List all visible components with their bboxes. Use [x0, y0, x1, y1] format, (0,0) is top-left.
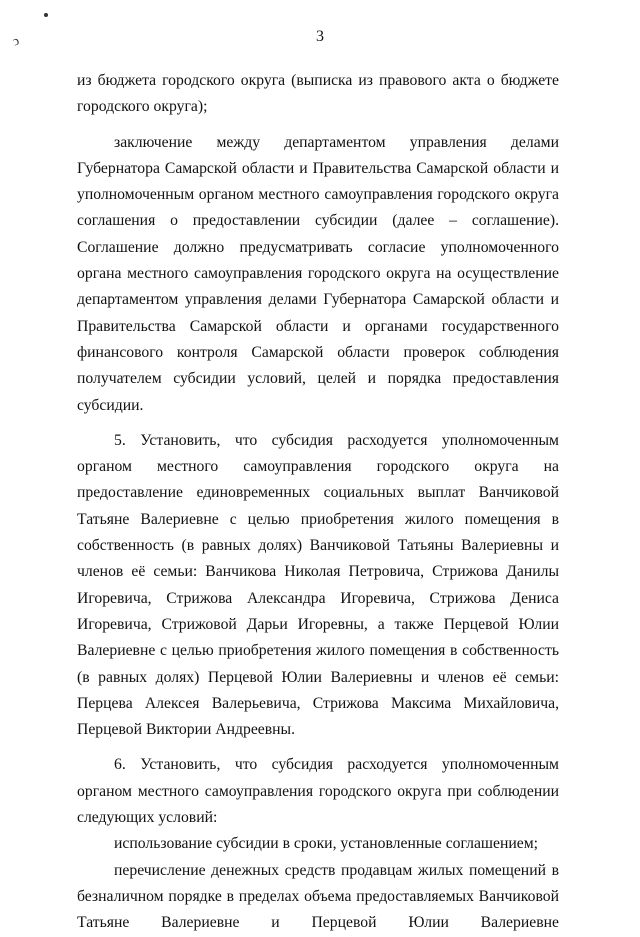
paragraph-agreement: заключение между департаментом управления делами Губернатора Самарской области и Правительства Самарской области и уполномоченным органом местного самоуправления городского округа соглашения о предоставлении субсидии (далее – соглашение). Соглашение должно предусматривать согласие уполномоченного органа местного самоуправления городского округа на осуществление департаментом управления делами Губернатора Самарской области и Правительства Самарской области и органами государственного финансового контроля Самарской области проверок соблюдения получателем субсидии условий, целей и порядка предоставления субсидии. [77, 133, 559, 414]
paragraph-condition-transfer: перечисление денежных средств продавцам жилых помещений в безналичном порядке в пределах объема предоставляемых Ванчиковой Татьяне Валериевне и Перцевой Юлии Валериевне [77, 861, 559, 932]
document-body [77, 68, 559, 937]
paragraph-item-6: 6. Установить, что субсидия расходуется уполномоченным органом местного самоуправления городского округа при соблюдении следующих условий: [77, 756, 559, 827]
paragraph-continuation: из бюджета городского округа (выписка из правового акта о бюджете городского округа); [77, 72, 559, 116]
scan-dot-mark [44, 13, 48, 17]
paragraph-item-5: 5. Установить, что субсидия расходуется уполномоченным органом местного самоуправления городского округа на предоставление единовременных социальных выплат Ванчиковой Татьяне Валериевне с целью приобретения жилого помещения в собственность (в равных долях) Ванчиковой Татьяны Валериевны и членов её семьи: Ванчикова Николая Петровича, Стрижова Данилы Игоревича, Стрижова Александра Игоревича, Стрижова Дениса Игоревича, Стрижовой Дарьи Игоревны, а также Перцевой Юлии Валериевне с целью приобретения жилого помещения в собственность (в равных долях) Перцевой Юлии Валериевны и членов её семьи: Перцева Алексея Валерьевича, Стрижова Максима Михайловича, Перцевой Виктории Андреевны. [77, 431, 559, 739]
scan-tick-mark: ↄ [10, 32, 22, 49]
paragraph-condition-terms: использование субсидии в сроки, установленные соглашением; [114, 835, 539, 853]
page-number: 3 [316, 28, 324, 45]
